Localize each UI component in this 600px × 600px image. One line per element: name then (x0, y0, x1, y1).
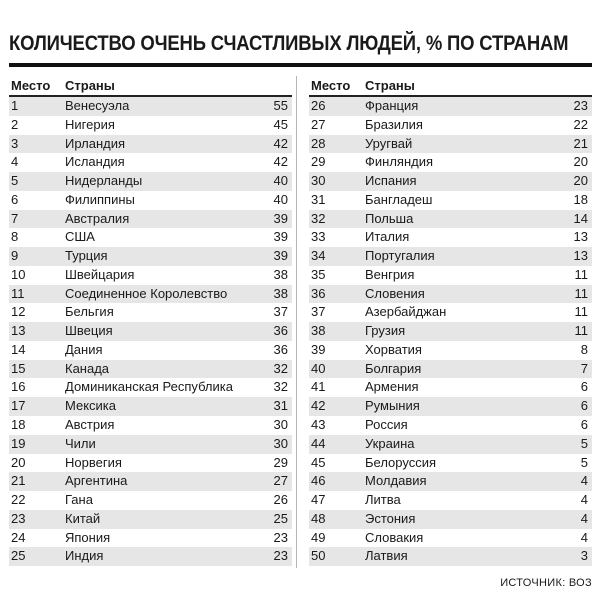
value-cell: 36 (273, 341, 288, 357)
title-rule (9, 63, 592, 67)
table-row (9, 397, 292, 416)
rank-cell: 12 (11, 304, 26, 320)
table-row (9, 491, 292, 510)
country-cell: Молдавия (365, 473, 427, 489)
country-cell: Япония (65, 529, 111, 545)
rank-cell: 28 (311, 135, 326, 151)
rank-cell: 36 (311, 285, 326, 301)
value-cell: 39 (273, 248, 288, 264)
value-cell: 4 (580, 492, 588, 508)
country-cell: Словения (365, 285, 425, 301)
rank-cell: 6 (11, 191, 19, 207)
rank-cell: 3 (11, 135, 19, 151)
value-cell: 23 (573, 98, 588, 113)
country-cell: Словакия (365, 529, 424, 545)
rank-cell: 48 (311, 510, 326, 526)
rank-cell: 23 (11, 510, 26, 526)
table-row (309, 416, 592, 435)
country-cell: Индия (65, 548, 104, 564)
country-cell: Китай (65, 510, 101, 526)
value-cell: 13 (573, 229, 588, 245)
rank-cell: 17 (11, 398, 26, 414)
table-body (309, 97, 592, 566)
rank-cell: 21 (11, 473, 26, 489)
table-row (9, 303, 292, 322)
table-row (309, 435, 592, 454)
country-cell: Венгрия (365, 266, 415, 282)
rank-cell: 8 (11, 229, 19, 245)
country-cell: Швеция (65, 323, 113, 339)
rank-cell: 30 (311, 173, 326, 189)
country-cell: Нигерия (65, 116, 115, 132)
table-row (9, 285, 292, 304)
table-row (9, 510, 292, 529)
rank-cell: 43 (311, 417, 326, 433)
value-cell: 4 (580, 510, 588, 526)
table-row (9, 172, 292, 191)
rank-cell: 40 (311, 360, 326, 376)
table-row (309, 285, 592, 304)
rank-cell: 7 (11, 210, 19, 226)
rank-cell: 45 (311, 454, 326, 470)
header-place: Место (11, 78, 51, 93)
table-row (9, 341, 292, 360)
table-row (309, 210, 592, 229)
value-cell: 6 (580, 417, 588, 433)
rank-cell: 20 (11, 454, 26, 470)
table-row (309, 191, 592, 210)
country-cell: Доминиканская Республика (65, 379, 233, 395)
table-row (309, 266, 592, 285)
table-row (9, 135, 292, 154)
country-cell: Хорватия (365, 341, 422, 357)
country-cell: Армения (365, 379, 419, 395)
value-cell: 18 (573, 191, 588, 207)
value-cell: 5 (580, 454, 588, 470)
country-cell: Гана (65, 492, 93, 508)
rank-cell: 32 (311, 210, 326, 226)
table-header (9, 77, 292, 97)
table-row (309, 360, 592, 379)
value-cell: 11 (574, 266, 588, 282)
country-cell: Франция (365, 98, 419, 113)
table-row (9, 153, 292, 172)
value-cell: 7 (580, 360, 588, 376)
country-cell: Швейцария (65, 266, 135, 282)
country-cell: Аргентина (65, 473, 128, 489)
table-row (9, 378, 292, 397)
rank-cell: 4 (11, 154, 19, 170)
header-country: Страны (365, 78, 415, 93)
rank-cell: 27 (311, 116, 326, 132)
value-cell: 27 (273, 473, 288, 489)
rank-cell: 5 (11, 173, 19, 189)
value-cell: 22 (573, 116, 588, 132)
value-cell: 38 (273, 285, 288, 301)
value-cell: 26 (273, 492, 288, 508)
table-header (309, 77, 592, 97)
country-cell: Белоруссия (365, 454, 437, 470)
country-cell: Грузия (365, 323, 406, 339)
rank-cell: 24 (11, 529, 26, 545)
rank-cell: 47 (311, 492, 326, 508)
value-cell: 23 (273, 529, 288, 545)
country-cell: Турция (65, 248, 108, 264)
country-cell: Дания (65, 341, 103, 357)
table-row (9, 472, 292, 491)
rank-cell: 33 (311, 229, 326, 245)
country-cell: Литва (365, 492, 401, 508)
value-cell: 11 (574, 323, 588, 339)
rank-cell: 2 (11, 116, 19, 132)
country-cell: Польша (365, 210, 414, 226)
rank-cell: 1 (11, 98, 19, 113)
rank-cell: 31 (311, 191, 326, 207)
country-cell: Бельгия (65, 304, 114, 320)
ranking-table-right (309, 77, 592, 566)
rank-cell: 26 (311, 98, 326, 113)
country-cell: Австрия (65, 417, 115, 433)
value-cell: 23 (273, 548, 288, 564)
table-row (9, 322, 292, 341)
chart-title: КОЛИЧЕСТВО ОЧЕНЬ СЧАСТЛИВЫХ ЛЮДЕЙ, % ПО СТРАНАМ (9, 32, 569, 55)
country-cell: Болгария (365, 360, 422, 376)
rank-cell: 34 (311, 248, 326, 264)
value-cell: 5 (580, 435, 588, 451)
rank-cell: 16 (11, 379, 26, 395)
country-cell: Испания (365, 173, 417, 189)
country-cell: Эстония (365, 510, 416, 526)
country-cell: Норвегия (65, 454, 122, 470)
rank-cell: 14 (11, 341, 26, 357)
country-cell: Канада (65, 360, 110, 376)
country-cell: Россия (365, 417, 408, 433)
value-cell: 14 (573, 210, 588, 226)
country-cell: Украина (365, 435, 415, 451)
table-row (9, 247, 292, 266)
rank-cell: 37 (311, 304, 326, 320)
rank-cell: 38 (311, 323, 326, 339)
table-row (9, 228, 292, 247)
table-row (309, 322, 592, 341)
value-cell: 42 (273, 135, 288, 151)
value-cell: 39 (273, 210, 288, 226)
country-cell: Чили (65, 435, 96, 451)
rank-cell: 11 (11, 285, 25, 301)
header-place: Место (311, 78, 351, 93)
value-cell: 32 (273, 379, 288, 395)
table-row (9, 97, 292, 116)
rank-cell: 42 (311, 398, 326, 414)
country-cell: Бангладеш (365, 191, 433, 207)
column-divider (296, 76, 297, 568)
table-row (309, 454, 592, 473)
country-cell: Соединенное Королевство (65, 285, 228, 301)
country-cell: Бразилия (365, 116, 423, 132)
ranking-table-left (9, 77, 292, 566)
value-cell: 40 (273, 173, 288, 189)
country-cell: Финляндия (365, 154, 434, 170)
table-row (309, 135, 592, 154)
table-row (9, 547, 292, 566)
rank-cell: 50 (311, 548, 326, 564)
country-cell: Италия (365, 229, 410, 245)
country-cell: Филиппины (65, 191, 135, 207)
table-row (309, 341, 592, 360)
table-row (9, 529, 292, 548)
country-cell: Уругвай (365, 135, 413, 151)
table-row (309, 529, 592, 548)
value-cell: 30 (273, 435, 288, 451)
value-cell: 38 (273, 266, 288, 282)
country-cell: Австралия (65, 210, 130, 226)
rank-cell: 49 (311, 529, 326, 545)
value-cell: 30 (273, 417, 288, 433)
country-cell: Ирландия (65, 135, 126, 151)
header-country: Страны (65, 78, 115, 93)
table-row (9, 191, 292, 210)
country-cell: Венесуэла (65, 98, 130, 113)
rank-cell: 35 (311, 266, 326, 282)
rank-cell: 29 (311, 154, 326, 170)
rank-cell: 13 (11, 323, 26, 339)
value-cell: 4 (580, 473, 588, 489)
rank-cell: 18 (11, 417, 26, 433)
value-cell: 13 (573, 248, 588, 264)
table-row (309, 510, 592, 529)
table-row (309, 472, 592, 491)
value-cell: 20 (573, 154, 588, 170)
table-row (309, 153, 592, 172)
table-row (9, 266, 292, 285)
value-cell: 32 (273, 360, 288, 376)
rank-cell: 44 (311, 435, 326, 451)
value-cell: 11 (574, 304, 588, 320)
table-row (9, 454, 292, 473)
country-cell: Азербайджан (365, 304, 447, 320)
value-cell: 4 (580, 529, 588, 545)
table-row (9, 435, 292, 454)
rank-cell: 46 (311, 473, 326, 489)
value-cell: 37 (273, 304, 288, 320)
table-row (9, 210, 292, 229)
value-cell: 8 (580, 341, 588, 357)
table-row (309, 247, 592, 266)
rank-cell: 19 (11, 435, 26, 451)
rank-cell: 25 (11, 548, 26, 564)
value-cell: 29 (273, 454, 288, 470)
value-cell: 3 (580, 548, 588, 564)
value-cell: 6 (580, 398, 588, 414)
rank-cell: 9 (11, 248, 19, 264)
table-row (9, 416, 292, 435)
table-row (309, 397, 592, 416)
country-cell: Румыния (365, 398, 420, 414)
rank-cell: 41 (311, 379, 326, 395)
table-row (9, 360, 292, 379)
rank-cell: 15 (11, 360, 26, 376)
value-cell: 25 (273, 510, 288, 526)
table-row (309, 491, 592, 510)
source-note: ИСТОЧНИК: ВОЗ (500, 577, 592, 589)
table-row (309, 228, 592, 247)
country-cell: Нидерланды (65, 173, 143, 189)
value-cell: 42 (273, 154, 288, 170)
value-cell: 21 (573, 135, 588, 151)
country-cell: Исландия (65, 154, 125, 170)
value-cell: 36 (273, 323, 288, 339)
rank-cell: 39 (311, 341, 326, 357)
value-cell: 6 (580, 379, 588, 395)
value-cell: 40 (273, 191, 288, 207)
table-row (309, 116, 592, 135)
table-row (309, 97, 592, 116)
country-cell: США (65, 229, 95, 245)
value-cell: 55 (273, 98, 288, 113)
value-cell: 31 (273, 398, 288, 414)
country-cell: Мексика (65, 398, 117, 414)
table-row (309, 172, 592, 191)
table-row (309, 378, 592, 397)
value-cell: 11 (574, 285, 588, 301)
country-cell: Латвия (365, 548, 408, 564)
country-cell: Португалия (365, 248, 435, 264)
table-body (9, 97, 292, 566)
rank-cell: 10 (11, 266, 26, 282)
value-cell: 20 (573, 173, 588, 189)
table-row (309, 547, 592, 566)
rank-cell: 22 (11, 492, 26, 508)
value-cell: 39 (273, 229, 288, 245)
value-cell: 45 (273, 116, 288, 132)
table-row (9, 116, 292, 135)
table-row (309, 303, 592, 322)
